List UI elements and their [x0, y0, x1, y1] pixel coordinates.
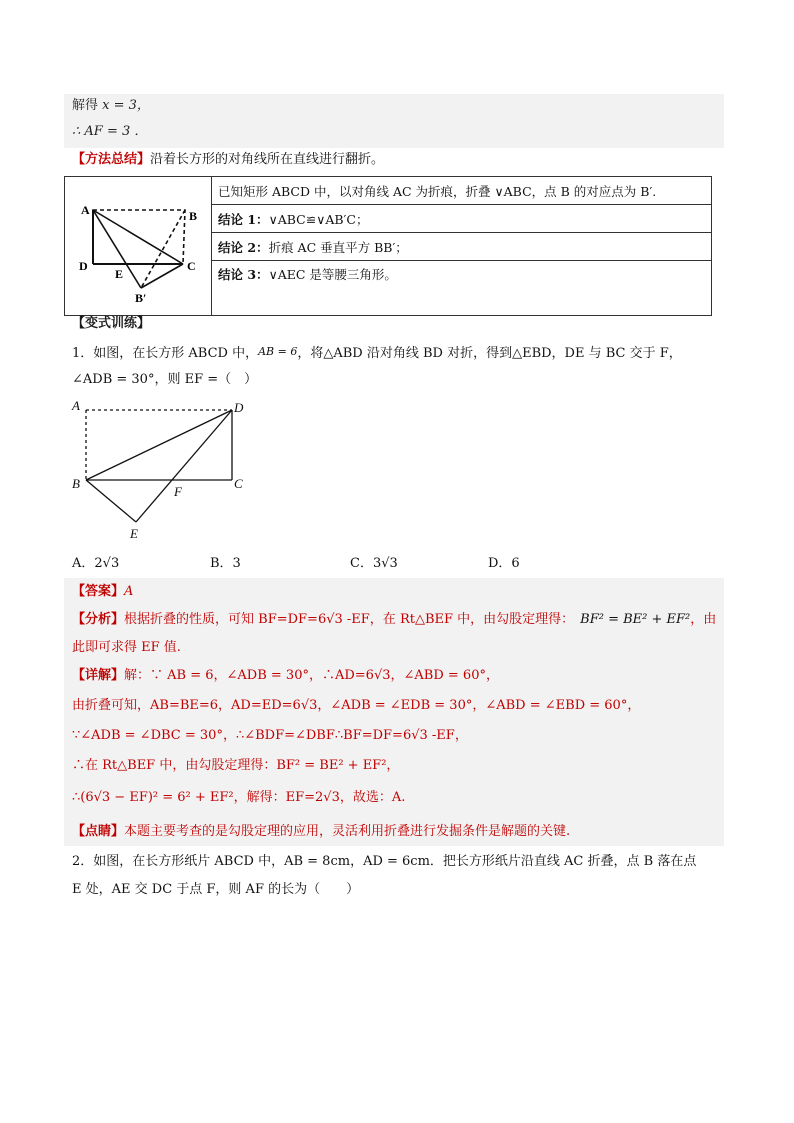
answer-tag: 【答案】	[72, 584, 125, 599]
comment-line	[72, 822, 570, 842]
q1-stem-text: 1．如图，在长方形 ABCD 中，	[72, 346, 259, 361]
detail-tag: 【详解】	[72, 668, 125, 683]
summary-figure-cell	[65, 177, 212, 316]
conclusion-label: 结论 2：	[218, 239, 269, 255]
q1-label-e: E	[130, 526, 138, 541]
summary-row-3	[212, 233, 712, 261]
detail-line-1	[72, 666, 499, 686]
q1-stem-ab: AB = 6	[258, 345, 298, 358]
summary-table	[64, 176, 712, 316]
q1-label-c: C	[234, 476, 243, 491]
q1-stem-line-1	[72, 342, 682, 364]
detail-line-4: ∴在 Rt△BEF 中，由勾股定理得：BF² = BE² + EF²，	[72, 758, 400, 773]
analysis-line-2: 此即可求得 EF 值.	[72, 640, 181, 655]
detail-line-3: ∵∠ADB = ∠DBC = 30°，∴∠BDF=∠DBF∴BF=DF=6√3 -EF，	[72, 728, 468, 743]
q1-option-c[interactable]: C．3√3	[350, 556, 398, 571]
analysis-line-1	[72, 610, 716, 630]
conclusion-text: ∨AEC 是等腰三角形。	[268, 267, 397, 282]
q1-label-b: B	[72, 476, 80, 491]
answer-line	[72, 582, 133, 602]
answer-value: A	[124, 584, 134, 599]
conclusion-label: 结论 3：	[218, 267, 269, 282]
detail-line-5: ∴(6√3 − EF)² = 6² + EF²，解得：EF=2√3，故选：A.	[72, 790, 406, 805]
conclusion-text: 折痕 AC 垂直平方 BB′；	[268, 239, 408, 255]
fig-label-bprime: B′	[135, 290, 147, 305]
summary-row-1: 已知矩形 ABCD 中，以对角线 AC 为折痕，折叠 ∨ABC，点 B 的对应点为 B′.	[212, 177, 712, 205]
q1-option-a[interactable]: A．2√3	[72, 556, 120, 571]
fig-label-d: D	[79, 258, 88, 273]
detail-line-2: 由折叠可知，AB=BE=6，AD=ED=6√3，∠ADB = ∠EDB = 30°，∠ABD = ∠EBD = 60°，	[72, 698, 641, 713]
solution-line-2: ∴ AF = 3 ．	[72, 124, 148, 139]
q1-option-d[interactable]: D．6	[488, 556, 520, 571]
solution-text: 解得	[72, 98, 99, 113]
comment-tag: 【点睛】	[72, 824, 125, 839]
fig-label-c: C	[187, 258, 196, 273]
method-tag: 【方法总结】	[72, 152, 151, 167]
solution-block	[64, 94, 724, 148]
detail-text: 解：∵ AB = 6，∠ADB = 30°，∴AD=6√3，∠ABD = 60°，	[124, 668, 499, 683]
q1-stem-line-2: ∠ADB = 30°，则 EF =（ ）	[72, 372, 258, 387]
q2-stem-line-1: 2．如图，在长方形纸片 ABCD 中，AB = 8cm，AD = 6cm．把长方形纸片沿直线 AC 折叠，点 B 落在点	[72, 854, 697, 869]
summary-row-4	[212, 261, 712, 316]
q1-figure	[66, 396, 266, 546]
conclusion-label: 结论 1：	[218, 211, 269, 227]
q1-label-a: A	[72, 398, 80, 413]
analysis-formula: BF² = BE² + EF²	[580, 612, 691, 627]
comment-text: 本题主要考查的是勾股定理的应用，灵活利用折叠进行发掘条件是解题的关键.	[124, 824, 571, 839]
solution-expr: x = 3，	[102, 98, 150, 113]
variant-tag: 【变式训练】	[72, 316, 151, 331]
q1-stem-text: ，将△ABD 沿对角线 BD 对折，得到△EBD，DE 与 BC 交于 F，	[297, 346, 682, 361]
fig-label-b: B	[189, 208, 198, 223]
q1-label-d: D	[234, 400, 244, 415]
solution-line-1	[72, 96, 150, 116]
method-text: 沿着长方形的对角线所在直线进行翻折。	[150, 152, 385, 167]
analysis-text: ，由	[690, 612, 717, 627]
fig-label-a: A	[81, 202, 90, 217]
fig-label-e: E	[115, 266, 124, 281]
analysis-tag: 【分析】	[72, 612, 125, 627]
conclusion-text: ∨ABC≌∨AB′C；	[268, 211, 369, 227]
fold-figure	[65, 180, 211, 310]
method-summary	[72, 150, 384, 170]
q1-option-b[interactable]: B．3	[210, 556, 241, 571]
summary-row-2	[212, 205, 712, 233]
q1-label-f: F	[174, 484, 182, 499]
q2-stem-line-2: E 处，AE 交 DC 于点 F，则 AF 的长为（ ）	[72, 882, 360, 897]
analysis-text: 根据折叠的性质，可知 BF=DF=6√3 -EF，在 Rt△BEF 中，由勾股定理得：	[124, 612, 575, 627]
